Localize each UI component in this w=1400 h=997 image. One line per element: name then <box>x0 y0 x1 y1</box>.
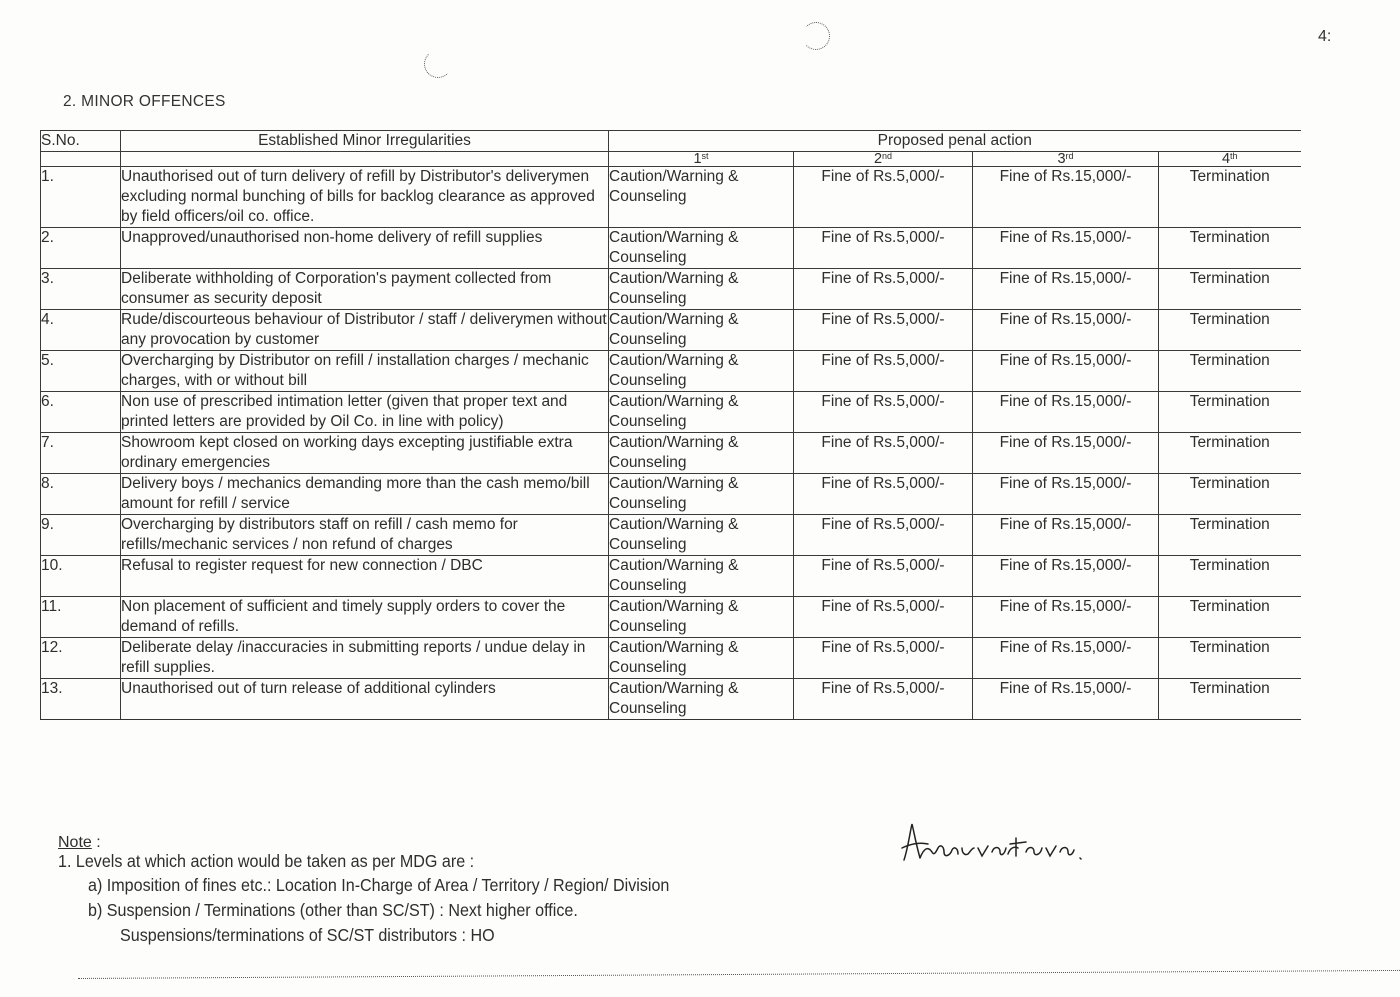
row-action-1st: Caution/Warning & Counseling <box>609 433 794 474</box>
row-action-2nd: Fine of Rs.5,000/- <box>794 310 973 351</box>
row-action-1st: Caution/Warning & Counseling <box>609 392 794 433</box>
row-action-3rd: Fine of Rs.15,000/- <box>973 167 1159 228</box>
row-action-4th: Termination <box>1159 556 1301 597</box>
punch-hole-mark <box>424 50 452 78</box>
table-row <box>41 433 1301 474</box>
row-action-2nd: Fine of Rs.5,000/- <box>794 228 973 269</box>
row-action-3rd: Fine of Rs.15,000/- <box>973 556 1159 597</box>
row-irregularity: Deliberate delay /inaccuracies in submitting reports / undue delay in refill supplies. <box>121 638 609 679</box>
row-action-4th: Termination <box>1159 515 1301 556</box>
signature-image <box>898 818 1088 868</box>
row-action-3rd: Fine of Rs.15,000/- <box>973 474 1159 515</box>
row-action-3rd: Fine of Rs.15,000/- <box>973 392 1159 433</box>
row-action-2nd: Fine of Rs.5,000/- <box>794 556 973 597</box>
header-level-1 <box>609 152 794 167</box>
table-row <box>41 597 1301 638</box>
table-row <box>41 679 1301 720</box>
table-row <box>41 392 1301 433</box>
row-action-3rd: Fine of Rs.15,000/- <box>973 351 1159 392</box>
row-sno: 9. <box>41 515 121 556</box>
minor-offences-table <box>40 130 1301 720</box>
level-number: 1 <box>693 151 702 167</box>
row-action-2nd: Fine of Rs.5,000/- <box>794 474 973 515</box>
table-row <box>41 228 1301 269</box>
row-action-4th: Termination <box>1159 228 1301 269</box>
note-line-a: a) Imposition of fines etc.: Location In-Charge of Area / Territory / Region/ Division <box>88 875 670 895</box>
row-action-2nd: Fine of Rs.5,000/- <box>794 392 973 433</box>
note-label: Note <box>58 834 92 851</box>
table-subheader-row <box>41 152 1301 167</box>
note-line-b: b) Suspension / Terminations (other than SC/ST) : Next higher office. <box>88 900 578 920</box>
table-row <box>41 638 1301 679</box>
row-action-1st: Caution/Warning & Counseling <box>609 351 794 392</box>
table-row <box>41 269 1301 310</box>
row-irregularity: Unauthorised out of turn release of additional cylinders <box>121 679 609 720</box>
row-action-1st: Caution/Warning & Counseling <box>609 597 794 638</box>
row-action-3rd: Fine of Rs.15,000/- <box>973 310 1159 351</box>
row-action-4th: Termination <box>1159 351 1301 392</box>
row-action-2nd: Fine of Rs.5,000/- <box>794 515 973 556</box>
row-irregularity: Deliberate withholding of Corporation's payment collected from consumer as security deposit <box>121 269 609 310</box>
note-line-1: 1. Levels at which action would be taken as per MDG are : <box>58 851 475 871</box>
level-suffix: th <box>1230 151 1238 161</box>
row-action-1st: Caution/Warning & Counseling <box>609 167 794 228</box>
table-header-row <box>41 131 1301 152</box>
row-action-2nd: Fine of Rs.5,000/- <box>794 433 973 474</box>
row-irregularity: Overcharging by distributors staff on refill / cash memo for refills/mechanic services / non refund of charges <box>121 515 609 556</box>
table-row <box>41 474 1301 515</box>
row-sno: 4. <box>41 310 121 351</box>
header-level-2 <box>794 152 973 167</box>
row-irregularity: Unauthorised out of turn delivery of refill by Distributor's deliverymen excluding normal bunching of bills for backlog clearance as approved by field officers/oil co. office. <box>121 167 609 228</box>
row-sno: 13. <box>41 679 121 720</box>
note-colon: : <box>91 834 101 851</box>
row-sno: 8. <box>41 474 121 515</box>
row-irregularity: Refusal to register request for new connection / DBC <box>121 556 609 597</box>
header-sno: S.No. <box>41 131 121 152</box>
level-suffix: st <box>701 151 709 161</box>
row-action-4th: Termination <box>1159 269 1301 310</box>
row-irregularity: Non placement of sufficient and timely supply orders to cover the demand of refills. <box>121 597 609 638</box>
row-irregularity: Overcharging by Distributor on refill / installation charges / mechanic charges, with or without bill <box>121 351 609 392</box>
page-number: 4: <box>1318 28 1332 45</box>
header-blank <box>41 152 121 167</box>
row-irregularity: Delivery boys / mechanics demanding more than the cash memo/bill amount for refill / service <box>121 474 609 515</box>
row-action-3rd: Fine of Rs.15,000/- <box>973 679 1159 720</box>
row-action-2nd: Fine of Rs.5,000/- <box>794 679 973 720</box>
row-action-1st: Caution/Warning & Counseling <box>609 638 794 679</box>
row-action-1st: Caution/Warning & Counseling <box>609 515 794 556</box>
row-irregularity: Non use of prescribed intimation letter (given that proper text and printed letters are provided by Oil Co. in line with policy) <box>121 392 609 433</box>
row-action-1st: Caution/Warning & Counseling <box>609 310 794 351</box>
punch-hole-mark <box>802 22 830 50</box>
row-action-1st: Caution/Warning & Counseling <box>609 269 794 310</box>
header-level-4 <box>1159 152 1301 167</box>
row-action-4th: Termination <box>1159 433 1301 474</box>
row-action-1st: Caution/Warning & Counseling <box>609 679 794 720</box>
header-blank <box>121 152 609 167</box>
row-sno: 2. <box>41 228 121 269</box>
level-number: 2 <box>873 151 883 167</box>
row-action-1st: Caution/Warning & Counseling <box>609 228 794 269</box>
level-number: 4 <box>1221 151 1231 167</box>
row-action-3rd: Fine of Rs.15,000/- <box>973 228 1159 269</box>
row-action-4th: Termination <box>1159 310 1301 351</box>
row-irregularity: Rude/discourteous behaviour of Distributor / staff / deliverymen without any provocation by customer <box>121 310 609 351</box>
signature <box>898 818 1088 873</box>
row-action-2nd: Fine of Rs.5,000/- <box>794 638 973 679</box>
bottom-divider <box>78 970 1400 979</box>
row-sno: 1. <box>41 167 121 228</box>
row-sno: 12. <box>41 638 121 679</box>
row-action-1st: Caution/Warning & Counseling <box>609 556 794 597</box>
row-irregularity: Unapproved/unauthorised non-home delivery of refill supplies <box>121 228 609 269</box>
row-action-2nd: Fine of Rs.5,000/- <box>794 167 973 228</box>
row-action-4th: Termination <box>1159 679 1301 720</box>
row-action-3rd: Fine of Rs.15,000/- <box>973 515 1159 556</box>
row-action-4th: Termination <box>1159 638 1301 679</box>
row-action-4th: Termination <box>1159 167 1301 228</box>
row-sno: 3. <box>41 269 121 310</box>
row-sno: 7. <box>41 433 121 474</box>
row-sno: 10. <box>41 556 121 597</box>
row-sno: 6. <box>41 392 121 433</box>
row-action-4th: Termination <box>1159 597 1301 638</box>
row-irregularity: Showroom kept closed on working days excepting justifiable extra ordinary emergencies <box>121 433 609 474</box>
row-action-4th: Termination <box>1159 392 1301 433</box>
row-action-3rd: Fine of Rs.15,000/- <box>973 597 1159 638</box>
row-sno: 11. <box>41 597 121 638</box>
note-line-sc-st: Suspensions/terminations of SC/ST distributors : HO <box>120 925 495 945</box>
row-sno: 5. <box>41 351 121 392</box>
level-number: 3 <box>1057 151 1066 167</box>
level-suffix: rd <box>1065 151 1074 161</box>
table-row <box>41 556 1301 597</box>
table-row <box>41 310 1301 351</box>
level-suffix: nd <box>882 151 893 161</box>
header-level-3 <box>973 152 1159 167</box>
row-action-3rd: Fine of Rs.15,000/- <box>973 269 1159 310</box>
row-action-2nd: Fine of Rs.5,000/- <box>794 597 973 638</box>
row-action-3rd: Fine of Rs.15,000/- <box>973 433 1159 474</box>
table-row <box>41 351 1301 392</box>
table-row <box>41 515 1301 556</box>
header-penal-action: Proposed penal action <box>609 131 1301 152</box>
row-action-4th: Termination <box>1159 474 1301 515</box>
table-row <box>41 167 1301 228</box>
row-action-1st: Caution/Warning & Counseling <box>609 474 794 515</box>
row-action-2nd: Fine of Rs.5,000/- <box>794 269 973 310</box>
header-irregularities: Established Minor Irregularities <box>121 131 609 152</box>
row-action-3rd: Fine of Rs.15,000/- <box>973 638 1159 679</box>
row-action-2nd: Fine of Rs.5,000/- <box>794 351 973 392</box>
section-title: 2. MINOR OFFENCES <box>63 93 226 110</box>
